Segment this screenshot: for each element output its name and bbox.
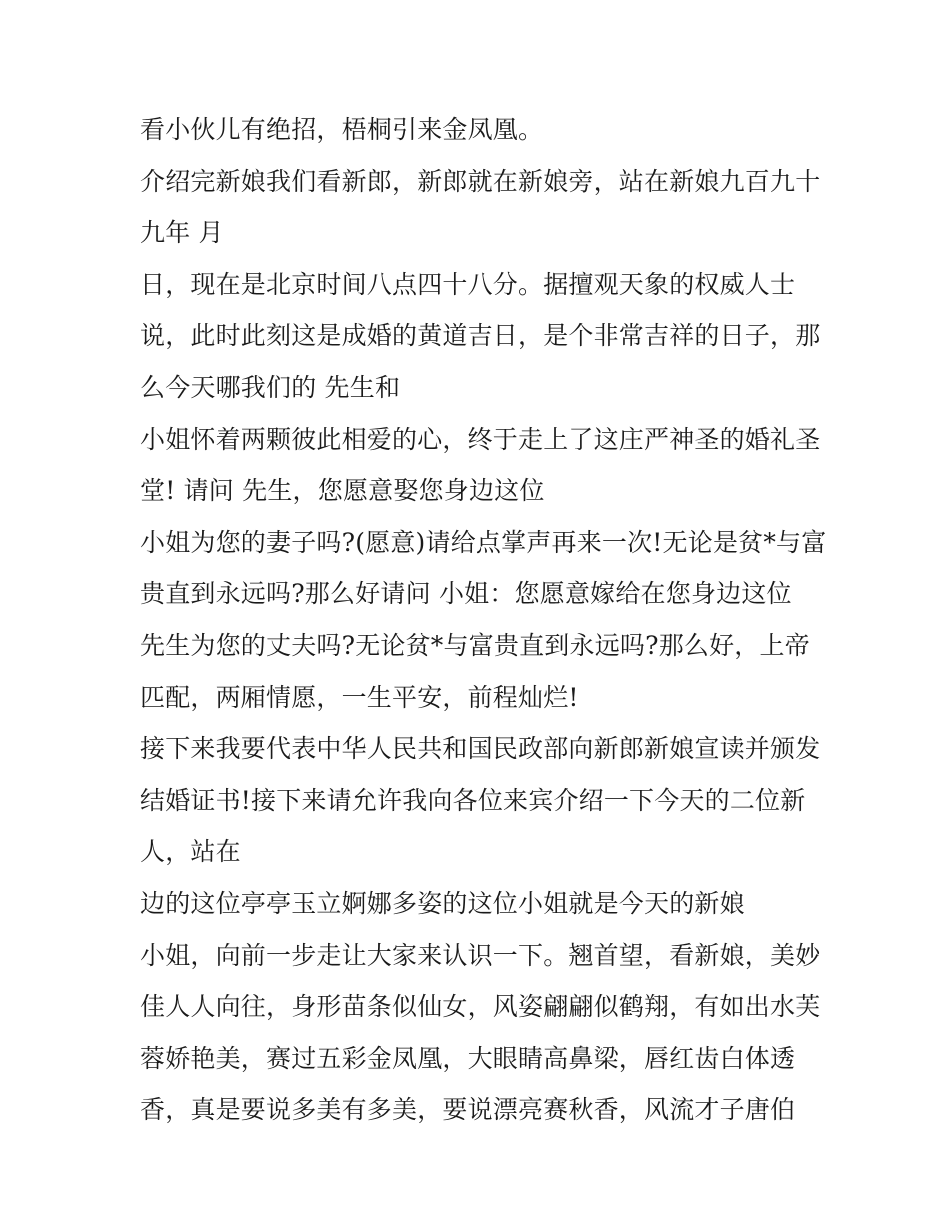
text-line: 小姐为您的妻子吗?(愿意)请给点掌声再来一次!无论是贫*与富 [140,527,827,557]
text-line: 边的这位亭亭玉立婀娜多姿的这位小姐就是今天的新娘 [140,888,745,918]
text-line: 日，现在是北京时间八点四十八分。据擅观天象的权威人士 [140,269,796,299]
text-line: 香，真是要说多美有多美，要说漂亮赛秋香，风流才子唐伯 [140,1095,796,1125]
text-line: 堂! 请问 先生，您愿意娶您身边这位 [140,476,545,506]
text-line: 小姐，向前一步走让大家来认识一下。翘首望，看新娘，美妙 [140,940,821,970]
text-line: 佳人人向往，身形苗条似仙女，风姿翩翩似鹤翔，有如出水芙 [140,992,821,1022]
document-body [140,108,840,1140]
text-line: 蓉娇艳美，赛过五彩金凤凰，大眼睛高鼻梁，唇红齿白体透 [140,1043,796,1073]
text-line: 介绍完新娘我们看新郎，新郎就在新娘旁，站在新娘九百九十 [140,166,821,196]
text-line: 先生为您的丈夫吗?无论贫*与富贵直到永远吗?那么好，上帝 [140,630,810,660]
text-line: 结婚证书!接下来请允许我向各位来宾介绍一下今天的二位新 [140,785,806,815]
text-line: 说，此时此刻这是成婚的黄道吉日，是个非常吉祥的日子，那 [140,321,821,351]
text-line: 贵直到永远吗?那么好请问 小姐：您愿意嫁给在您身边这位 [140,579,792,609]
text-line: 接下来我要代表中华人民共和国民政部向新郎新娘宣读并颁发 [140,734,821,764]
text-line: 小姐怀着两颗彼此相爱的心，终于走上了这庄严神圣的婚礼圣 [140,424,821,454]
text-line: 么今天哪我们的 先生和 [140,372,401,402]
text-line: 看小伙儿有绝招，梧桐引来金凤凰。 [140,115,544,144]
text-line: 匹配，两厢情愿，一生平安，前程灿烂! [140,682,579,712]
text-line: 人，站在 [140,837,241,867]
text-line: 九年 月 [140,218,224,248]
